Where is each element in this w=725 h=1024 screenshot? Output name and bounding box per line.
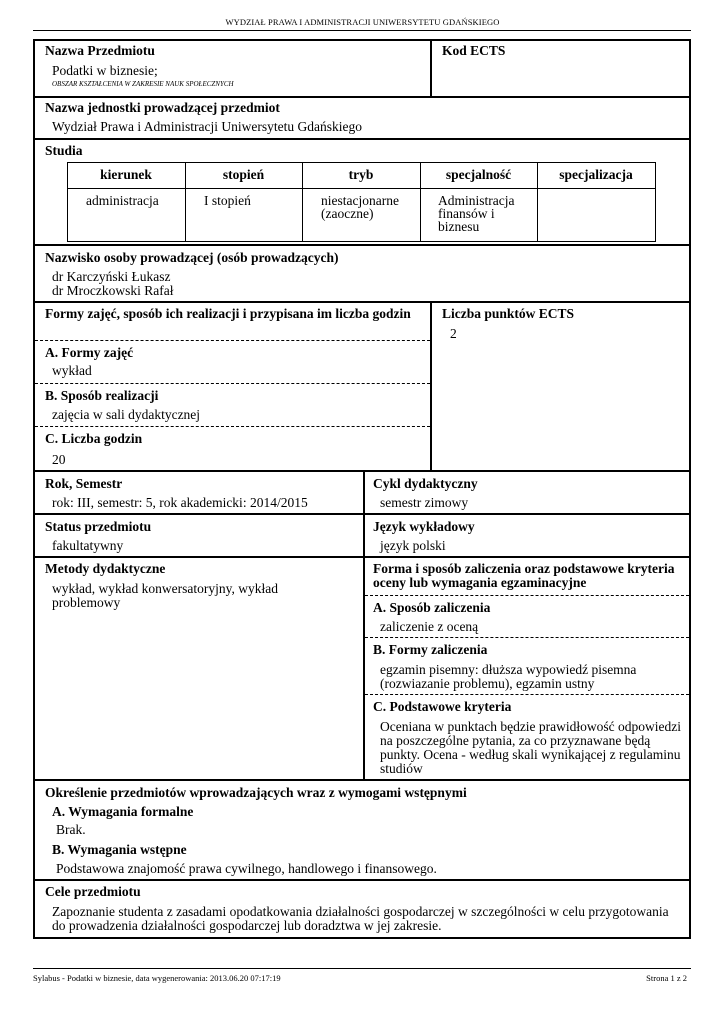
frame-top [33,39,691,41]
forms-c-label: C. Liczba godzin [45,431,143,446]
table-line [655,162,656,242]
goals-value: Zapoznanie studenta z zasadami opodatkowania działalności gospodarczej w szczególności w celu przygotowania do prowadzenia działalności gospodarczej lub doradztwa w jej zakresie. [52,904,669,933]
year-value: rok: III, semestr: 5, rok akademicki: 2014/2015 [52,495,308,510]
ects-points-label: Liczba punktów ECTS [442,306,575,321]
forms-b-value: zajęcia w sali dydaktycznej [52,407,201,422]
column-header: kierunek [100,167,152,182]
dashed-divider [35,383,430,384]
assessment-b-value: egzamin pisemny: dłuższa wypowiedź pisemna (rozwiazanie problemu), egzamin ustny [380,662,637,691]
assessment-label: Forma i sposób zaliczenia oraz podstawowe kryteria oceny lub wymagania egzaminacyjne [373,561,675,590]
table-cell: administracja [86,193,159,208]
unit-label: Nazwa jednostki prowadzącej przedmiot [45,100,280,115]
methods-label: Metody dydaktyczne [45,561,166,576]
cycle-value: semestr zimowy [380,495,469,510]
course-area: OBSZAR KSZTAŁCENIA W ZAKRESIE NAUK SPOŁECZNYCH [52,80,234,88]
footer-left: Sylabus - Podatki w biznesie, data wygenerowania: 2013.06.20 07:17:19 [33,973,281,983]
forms-a-label: A. Formy zajęć [45,345,134,360]
lecturer-name: dr Karczyński Łukasz [52,269,171,284]
assessment-b-label: B. Formy zaliczenia [373,642,488,657]
forms-a-value: wykład [52,363,92,378]
forms-c-value: 20 [52,452,66,467]
document-header: WYDZIAŁ PRAWA I ADMINISTRACJI UNIWERSYTETU GDAŃSKIEGO [225,17,500,27]
status-value: fakultatywny [52,538,124,553]
prereq-a-value: Brak. [56,822,86,837]
separator [33,138,691,140]
studies-label: Studia [45,143,83,158]
prereq-b-value: Podstawowa znajomość prawa cywilnego, handlowego i finansowego. [56,861,437,876]
year-label: Rok, Semestr [45,476,123,491]
methods-value: wykład, wykład konwersatoryjny, wykład problemowy [52,581,278,610]
assessment-c-value: Oceniana w punktach będzie prawidłowość odpowiedzi na poszczególne pytania, za co przyznawane będą punkty. Ocena - według skali wynikającej z regulaminu studiów [380,719,682,776]
ects-code-label: Kod ECTS [442,43,506,58]
table-cell: niestacjonarne (zaoczne) [321,193,399,221]
table-cell: Administracja finansów i biznesu [438,193,515,234]
ects-points-value: 2 [450,326,457,341]
frame-left [33,39,35,939]
cycle-label: Cykl dydaktyczny [373,476,478,491]
forms-b-label: B. Sposób realizacji [45,388,159,403]
assessment-a-label: A. Sposób zaliczenia [373,600,491,615]
separator [33,301,691,303]
table-line [67,188,656,189]
frame-right [689,39,691,939]
frame-bottom [33,937,691,939]
table-cell: I stopień [204,193,251,208]
dashed-divider [35,426,430,427]
status-label: Status przedmiotu [45,519,152,534]
language-value: język polski [380,538,446,553]
column-header: stopień [222,167,265,182]
goals-label: Cele przedmiotu [45,884,141,899]
footer-rule [33,968,691,969]
lecturers-label: Nazwisko osoby prowadzącej (osób prowadzących) [45,250,339,265]
header-rule [33,30,691,31]
divider [430,301,432,472]
dashed-divider [365,637,689,638]
divider [430,39,432,98]
course-name-label: Nazwa Przedmiotu [45,43,155,58]
table-line [67,162,656,163]
dashed-divider [365,694,689,695]
column-header: tryb [348,167,374,182]
assessment-a-value: zaliczenie z oceną [380,619,479,634]
separator [33,556,691,558]
dashed-divider [35,340,430,341]
separator [33,244,691,246]
column-header: specjalizacja [559,167,633,182]
prereq-b-label: B. Wymagania wstępne [52,842,187,857]
separator [33,470,691,472]
assessment-c-label: C. Podstawowe kryteria [373,699,512,714]
language-label: Język wykładowy [373,519,475,534]
forms-label: Formy zajęć, sposób ich realizacji i przypisana im liczba godzin [45,306,411,321]
separator [33,779,691,781]
divider [363,470,365,781]
prereq-a-label: A. Wymagania formalne [52,804,194,819]
page-number: Strona 1 z 2 [646,973,687,983]
course-name-value: Podatki w biznesie; [52,63,158,78]
unit-value: Wydział Prawa i Administracji Uniwersytetu Gdańskiego [52,119,362,134]
separator [33,96,691,98]
separator [33,513,691,515]
prereq-label: Określenie przedmiotów wprowadzających wraz z wymogami wstępnymi [45,785,467,800]
column-header: specjalność [445,167,512,182]
separator [33,879,691,881]
table-line [67,241,656,242]
dashed-divider [365,595,689,596]
lecturer-name: dr Mroczkowski Rafał [52,283,174,298]
